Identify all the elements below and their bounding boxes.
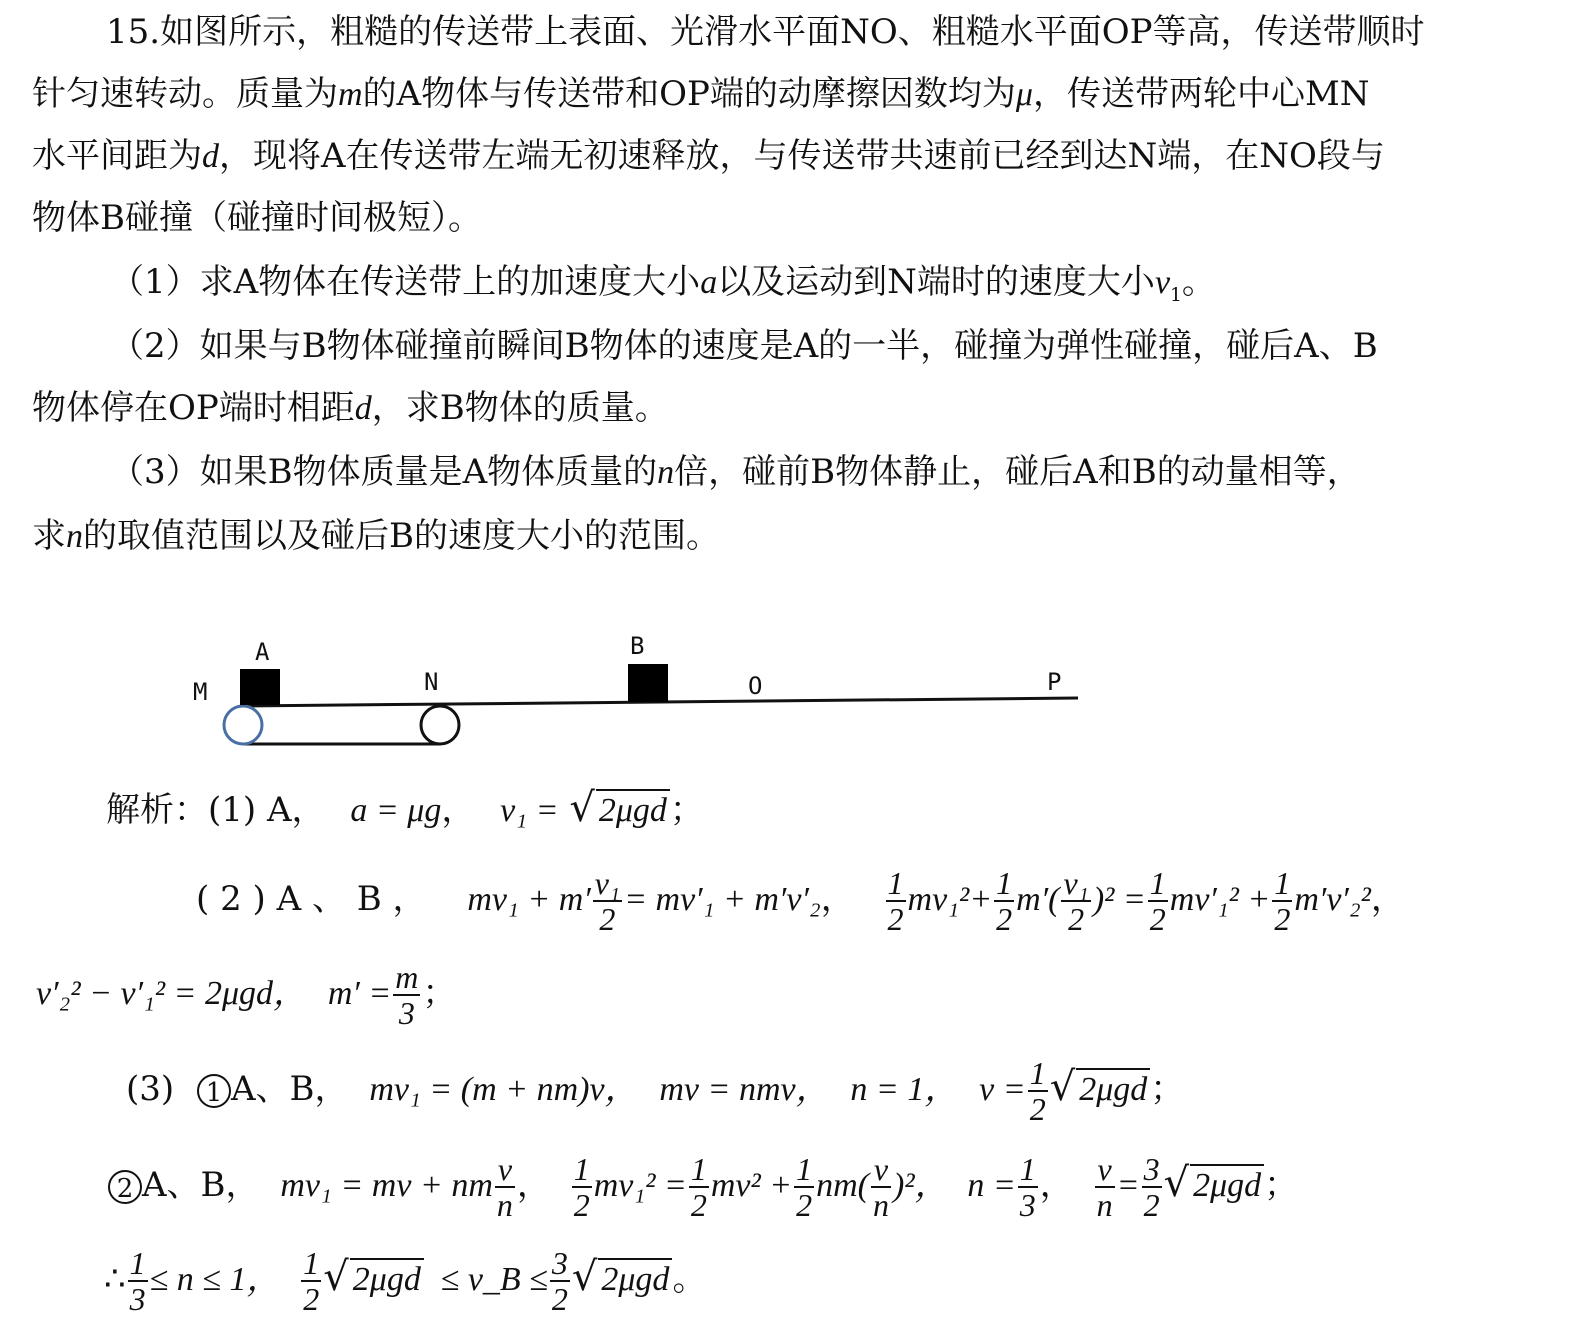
label-p: P xyxy=(1047,668,1062,696)
solution-part-3-case-1: (3) 1 A、B， mv₁ = (m + nm)v， mv = nmv， n = 1， v = $\frac{1}{2}$ √ 2μgd； xyxy=(126,1055,1185,1127)
solution-part-2-line-2: v′₂² − v′₁² = 2μgd， m′ = $\frac{m}{3}$ ； xyxy=(36,959,457,1031)
label-b: B xyxy=(630,632,645,660)
pulley-m xyxy=(224,706,262,744)
solution-part-3-case-2: 2 A、B， mv₁ = mv + nm $\frac{v}{n}$ ， $\frac{1}{2}$ mv₁² = $\frac{1}{2}$ mv² + $\frac{1}{2}$ nm( $\frac{v}{n}$ )²， n = $\frac{1}{3}$ ， $\frac{v}{n}$ = $\frac{3}{2}$ √ 2μgd； xyxy=(108,1152,1298,1222)
pulley-n xyxy=(421,706,459,744)
question-3-line-1: （3）如果B物体质量是A物体质量的n倍，碰前B物体静止，碰后A和B的动量相等， xyxy=(110,452,1361,492)
label-n: N xyxy=(424,668,439,696)
problem-line-1: 15.如图所示，粗糙的传送带上表面、光滑水平面NO、粗糙水平面OP等高，传送带顺时 xyxy=(106,12,1425,52)
solution-part-1: 解析：(1) A， a = μg， v₁ = √ 2μgd； xyxy=(106,785,704,831)
circled-number-1: 1 xyxy=(197,1074,231,1108)
question-2-line-2: 物体停在OP端时相距d，求B物体的质量。 xyxy=(32,388,669,428)
problem-line-4: 物体B碰撞（碰撞时间极短）。 xyxy=(32,198,482,238)
label-o: O xyxy=(748,672,763,700)
question-3-line-2: 求n的取值范围以及碰后B的速度大小的范围。 xyxy=(32,516,720,556)
block-a xyxy=(240,669,280,705)
solution-conclusion: ∴ $\frac{1}{3}$ ≤ n ≤ 1， $\frac{1}{2}$ √ 2μgd ≤ v_B ≤ $\frac{3}{2}$ √ 2μgd。 xyxy=(104,1245,707,1317)
problem-line-2: 针匀速转动。质量为m的A物体与传送带和OP端的动摩擦因数均为μ，传送带两轮中心MN xyxy=(32,74,1370,114)
problem-line-3: 水平间距为d，现将A在传送带左端无初速释放，与传送带共速前已经到达N端，在NO段与 xyxy=(32,136,1385,176)
label-m: M xyxy=(193,678,208,706)
question-2-line-1: （2）如果与B物体碰撞前瞬间B物体的速度是A的一半，碰撞为弹性碰撞，碰后A、B xyxy=(110,326,1378,366)
question-1: （1）求A物体在传送带上的加速度大小a以及运动到N端时的速度大小$v_1$。 xyxy=(110,262,1216,306)
solution-part-2-line-1: ( 2 ) A 、 B ， mv₁ + m′ $\frac{\text{v₁}}{2}$ = mv′₁ + m′v′₂， $\frac{1}{2}$ mv₁²+ $\frac{1}{2}$ m′( $\frac{\text{v₁}}{2}$ )² = $\frac{1}{2}$ mv′₁² + $\frac{1}{2}$ m′v′₂²， xyxy=(196,865,1405,937)
block-b xyxy=(628,664,668,702)
circled-number-2: 2 xyxy=(108,1170,142,1204)
label-a: A xyxy=(255,638,270,666)
